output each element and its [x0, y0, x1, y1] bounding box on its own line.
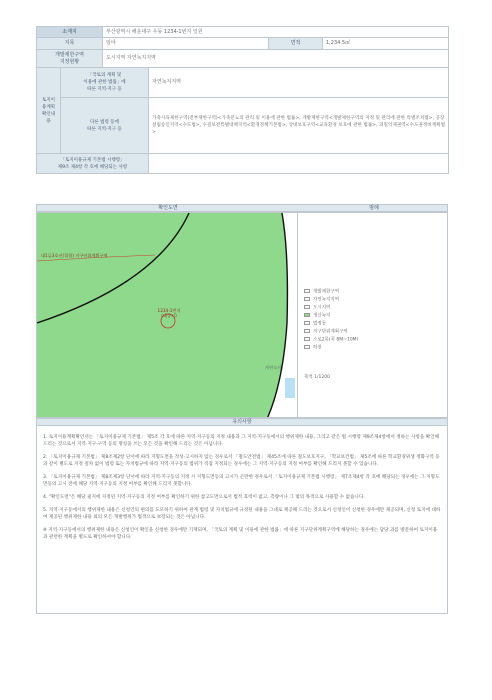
notes-header: 유의사항 — [36, 418, 448, 426]
legend-panel — [298, 212, 448, 418]
scale-label: 축척 1/1200 — [304, 375, 330, 380]
legend-swatch — [304, 297, 310, 301]
legend-swatch — [304, 289, 310, 293]
note-paragraph: 5. 지역·지구등에서의 행위제한 내용은 신청인의 편의를 도모하기 위하여 관계 법령 및 자치법규에 규정된 내용을 그대로 제공해 드리는 것으로서 신청인이 신청한 경우에만 제공되며, 신청 토지에 대하여 제공된 행위제한 내용 외의 모든 개발행위가 법적으로 보장되는 것은 아닙니다. — [43, 508, 441, 520]
info-table — [36, 26, 449, 174]
enforcement-decree-value — [149, 154, 449, 174]
note-paragraph: 4. "확인도면"은 해당 필지에 지정된 지역·지구등의 지정 여부를 확인하기 위한 참고도면으로서 법적 효력이 없고, 측량이나 그 밖의 목적으로 사용할 수 없습니다. — [43, 495, 365, 500]
map-section-title: 확인도면 — [158, 205, 178, 211]
legend-item: 하천 — [304, 345, 322, 351]
other-law-zones-label: 다른 법령 등에 따른 지역·지구 등 — [61, 98, 149, 154]
note-paragraph: 2. 「토지이용규제 기본법」 제8조제2항 단서에 따라 지형도면을 작성·고시하지 않는 경우로서 「철도안전법」 제45조에 따른 철도보호지구, 「학교보건법」 제5조에 따른 학교환경위생 정화구역 등과 같이 별도로 지정 절차 없이 법령 또는 자치법규에 따라 지역·지구등의 범위가 직접 지정되는 경우에는 그 지역·지구등의 지정 여부를 확인해 드리지 못할 수 있습니다. — [43, 455, 440, 467]
map-site-label: 1234-1번지 (대상지) — [157, 308, 181, 318]
map-small-label: 자연녹지 — [265, 365, 282, 370]
document-sheet — [36, 26, 448, 606]
notes-body — [36, 426, 448, 614]
location-label: 소재지 — [37, 27, 103, 38]
note-paragraph: 3. 「토지이용규제 기본법」 제8조제3항 단서에 따라 지역·지구등의 지정 시 지형도면등의 고시가 곤란한 경우로서 「토지이용규제 기본법 시행령」 제7조제4항 각 호에 해당되는 경우에는 그 지형도면등의 고시 전에 해당 지역·지구등의 지정 여부를 확인해 드리지 못합니다. — [43, 475, 440, 487]
legend-item: 개발제한구역 — [304, 289, 339, 295]
restriction-zone-value: 도시지역 자연녹지지역 — [103, 50, 449, 68]
legend-swatch — [304, 345, 310, 349]
legend-item: 지구단위계획구역 — [304, 329, 348, 335]
national-law-zones-label: 「국토의 계획 및 이용에 관한 법률」에 따른 지역·지구 등 — [61, 68, 149, 98]
land-category-label: 지목 — [37, 38, 103, 50]
legend-item: 자연녹지지역 — [304, 297, 339, 303]
legend-item: 생산녹지 — [304, 313, 330, 319]
area-value: 1,234.5㎡ — [323, 38, 449, 50]
legend-swatch — [304, 305, 310, 309]
note-paragraph: 1. 토지이용계획확인서는 「토지이용규제 기본법」 제5조 각 호에 따른 지역·지구등의 지정 내용과 그 지역·지구등에서의 행위제한 내용, 그리고 같은 법 시행령 제9조제4항에서 정하는 사항을 확인해 드리는 것으로서 지역·지구·구역 등의 명칭을 쓰는 모든 것을 확인해 드리는 것은 아닙니다. — [43, 435, 440, 447]
legend-item: 법정동 — [304, 321, 326, 327]
map-section-header — [36, 204, 448, 212]
land-use-plan-label: 토지이용계획 확인내용 — [37, 68, 61, 154]
map-road-label: 대1류3호선(접합) 지구단위계획구역 — [41, 253, 108, 258]
legend-swatch — [304, 329, 310, 333]
area-label: 면적 — [269, 38, 323, 50]
legend-item: 소로2류(폭 8M~10M) — [304, 337, 358, 343]
restriction-zone-label: 개발제한구역 지정현황 — [37, 50, 103, 68]
legend-swatch — [304, 337, 310, 341]
legend-swatch — [304, 313, 310, 317]
location-value: 부산광역시 해운대구 우동 1234-1번지 일원 — [103, 27, 449, 38]
legend-item: 도시지역 — [304, 305, 330, 311]
confirmation-map — [36, 212, 298, 418]
land-category-value: 임야 — [103, 38, 269, 50]
other-law-zones-value: 가축사육제한구역(전부제한구역)<가축분뇨의 관리 및 이용에 관한 법률>, 개발제한구역<개발제한구역의 지정 및 관리에 관한 특별조치법>, 공장설립승인지역<수도법>, 수질보전특별대책지역<환경정책기본법>, 상대보호구역<교육환경 보호에 관한 법률>, 과밀억제권역<수도권정비계획법> — [149, 98, 449, 154]
legend-title: 범례 — [369, 205, 379, 211]
enforcement-decree-label: 「토지이용규제 기본법 시행령」 제9조 제4항 각 호에 해당되는 사항 — [37, 154, 149, 174]
legend-swatch — [304, 321, 310, 325]
note-paragraph: ※ 지역·지구등에서의 행위제한 내용은 신청인이 확인을 신청한 경우에만 기재되며, 「국토의 계획 및 이용에 관한 법률」에 따른 지구단위계획구역에 해당하는 경우에는 담당 과를 방문하여 토지이용과 관련한 계획을 별도로 확인하셔야 합니다. — [43, 528, 438, 540]
national-law-zones-value: 자연녹지지역 — [149, 68, 449, 98]
map-water — [285, 378, 295, 398]
